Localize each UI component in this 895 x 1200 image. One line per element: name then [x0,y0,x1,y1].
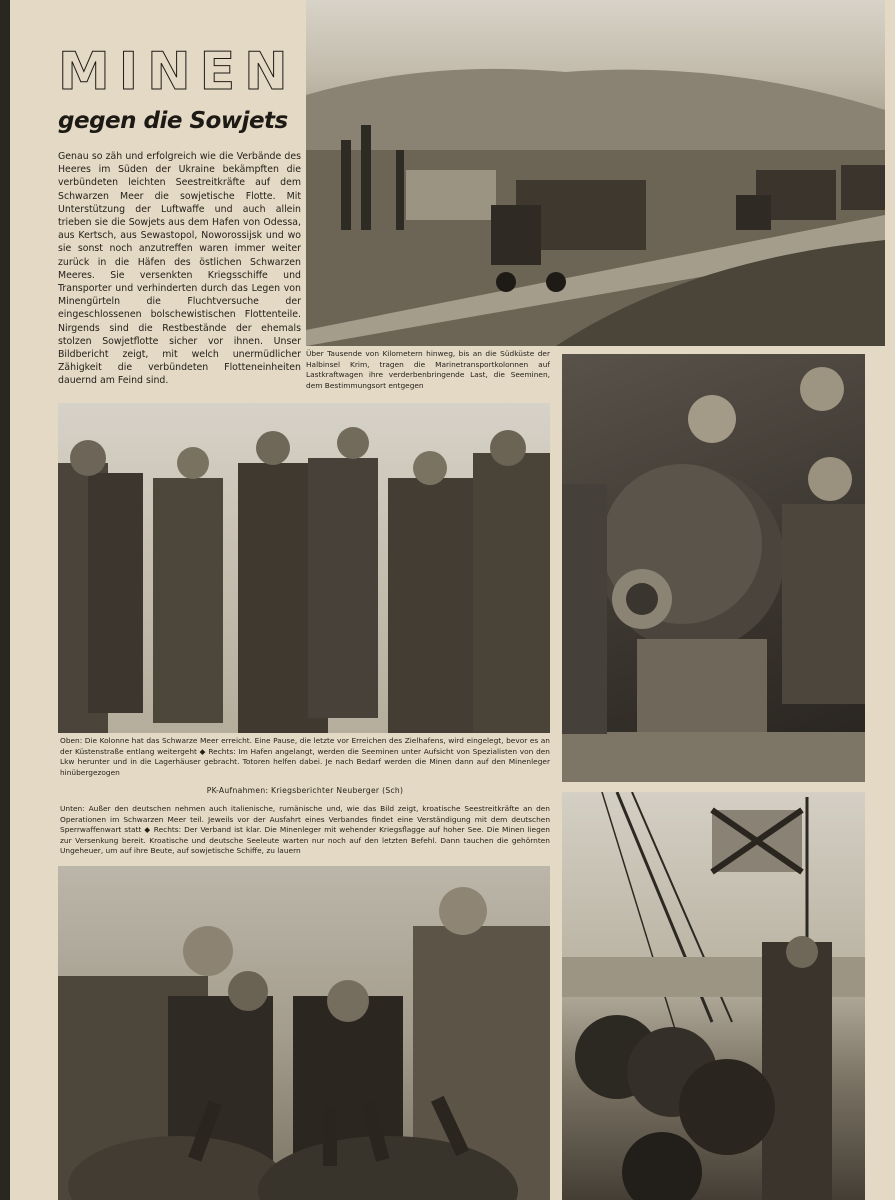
sailors-illustration [58,866,550,1200]
photo-soldiers-pause [58,403,550,733]
convoy-illustration [306,0,885,346]
photo-mine-inspection [562,354,865,782]
photo-credit: PK-Aufnahmen: Kriegsberichter Neuberger (Sch) [206,786,404,795]
photo-croatian-sailors [58,866,550,1200]
article-body: Genau so zäh und erfolgreich wie die Verbände des Heeres im Süden der Ukraine bekämpften die verbündeten leichten Seestreitkräfte auf dem Schwarzen Meer die sowjetische Flotte. Mit Unterstützung der Luftwaffe und auch allein trieben sie die Sowjets aus dem Hafen von Odessa, aus Kertsch, aus Sewastopol, Noworossijsk und wo sie sonst noch anzutreffen waren immer weiter zurück in die Häfen des östlichen Schwarzen Meeres. Sie versenkten Kriegsschiffe und Transporter und verhinderten durch das Legen von Minengürteln die Fluchtversuche der eingeschlossenen bolschewistischen Flottenteile. Nirgends sind die Restbestände der ehemals stolzen Sowjetflotte sicher vor ihnen. Unser Bildbericht zeigt, mit welch unermüdlicher Zähigkeit die verbündeten Flotteneinheiten dauernd am Feind sind. [58,151,301,387]
article-subtitle: gegen die Sowjets [58,108,288,134]
caption-lower: Unten: Außer den deutschen nehmen auch italienische, rumänische und, wie das Bild zeigt, kroatische Seestreitkräfte an den Operationen im Schwarzen Meer teil. Jeweils vor der Ausfahrt eines Verbandes findet eine Verständigung mit dem deutschen Sperrwaffenwart statt ◆ Rechts: Der Verband ist klar. Die Minenleger mit wehender Kriegsflagge auf hoher See. Die Minen liegen zur Versenkung bereit. Kroatische und deutsche Seeleute warten nur noch auf den letzten Befehl. Dann tauchen die gehörnten Ungeheuer, um auf ihre Beute, auf sowjetische Schiffe, zu lauern [60,804,550,856]
magazine-page [10,0,895,1200]
photo-truck-convoy [306,0,885,346]
mine-illustration [562,354,865,782]
photo-minelayer-at-sea [562,792,865,1200]
minelayer-illustration [562,792,865,1200]
caption-top: Über Tausende von Kilometern hinweg, bis an die Südküste der Halbinsel Krim, tragen die Marinetransportkolonnen auf Lastkraftwagen ihre verderbenbringende Last, die Seeminen, dem Bestimmungsort entgegen [306,349,550,390]
soldiers-illustration [58,403,550,733]
caption-middle: Oben: Die Kolonne hat das Schwarze Meer erreicht. Eine Pause, die letzte vor Erreichen des Zielhafens, wird eingelegt, bevor es an der Küstenstraße entlang weitergeht ◆ Rechts: Im Hafen angelangt, werden die Seeminen unter Aufsicht von Spezialisten von den Lkw herunter und in die Lagerhäuser gebracht. Totoren helfen dabei. Je nach Bedarf werden die Minen dann auf den Minenleger hinübergezogen [60,736,550,777]
article-title: MINEN [58,42,297,102]
